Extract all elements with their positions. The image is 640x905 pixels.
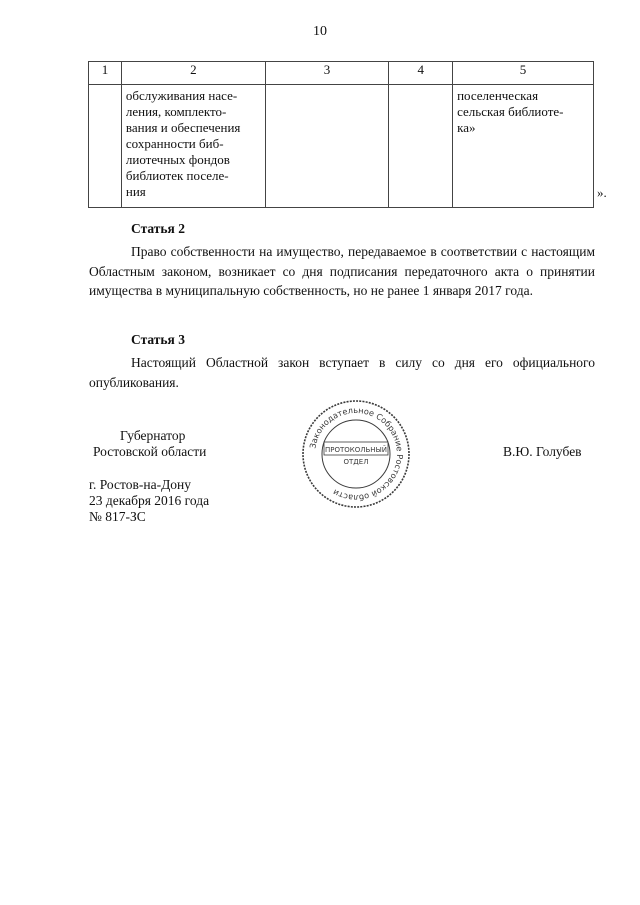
table-header-row [89,62,594,85]
table-cell-col5 [453,85,594,208]
cell-text-line: поселенческая [457,88,539,103]
stamp-center-line2: ОТДЕЛ [343,458,369,466]
table-cell-col4 [389,85,453,208]
article-3-heading: Статья 3 [131,332,185,347]
cell-text-line: обслуживания насе- [125,88,238,103]
stamp-ring-textpath: Законодательное Собрание Ростовской области [307,404,406,504]
closing-quote: ». [597,185,607,200]
table-header-cell: 2 [121,62,265,85]
table-cell-col2 [121,85,265,208]
table-header-cell: 3 [265,62,389,85]
table-header-cell: 1 [89,62,122,85]
governor-title-line1: Губернатор [120,428,186,443]
cell-text-line: сохранности биб- [125,136,224,151]
cell-text-line: вания и обеспечения [125,120,241,135]
cell-text-line: ка» [457,120,476,135]
article-2-paragraph: Право собственности на имущество, передаваемое в соответствии с настоящим Областным законом, возникает со дня подписания передаточного акта о принятии имущества в муниципальную собственность, но не ранее 1 января 2017 года. [89,244,595,298]
governor-name: В.Ю. Голубев [503,444,582,459]
table-header-cell: 4 [389,62,453,85]
cell-text-line: библиотек поселе- [125,168,229,183]
stamp-inner-ring [322,420,390,488]
table-row [89,85,594,208]
article-3-paragraph: Настоящий Областной закон вступает в силу со дня его официального опубликования. [89,355,595,390]
official-seal-stamp [300,398,412,510]
governor-title-line2: Ростовской области [93,444,207,459]
article-2-heading: Статья 2 [131,221,185,236]
continuation-table [88,61,594,208]
signing-date: 23 декабря 2016 года [89,493,210,508]
law-number: № 817-ЗС [89,509,146,524]
stamp-center-line1: ПРОТОКОЛЬНЫЙ [324,446,388,454]
page-number: 10 [313,24,327,39]
cell-text-line: сельская библиоте- [457,104,564,119]
table-cell-col1 [89,85,122,208]
cell-text-line: лиотечных фондов [125,152,230,167]
cell-text-line: ления, комплекто- [125,104,227,119]
signing-city: г. Ростов-на-Дону [89,477,192,492]
table-header-cell: 5 [453,62,594,85]
stamp-outer-ring [303,401,409,507]
article-3-text [89,353,595,392]
article-2-text [89,242,595,301]
table-cell-col3 [265,85,389,208]
cell-text-line: ния [125,184,146,199]
